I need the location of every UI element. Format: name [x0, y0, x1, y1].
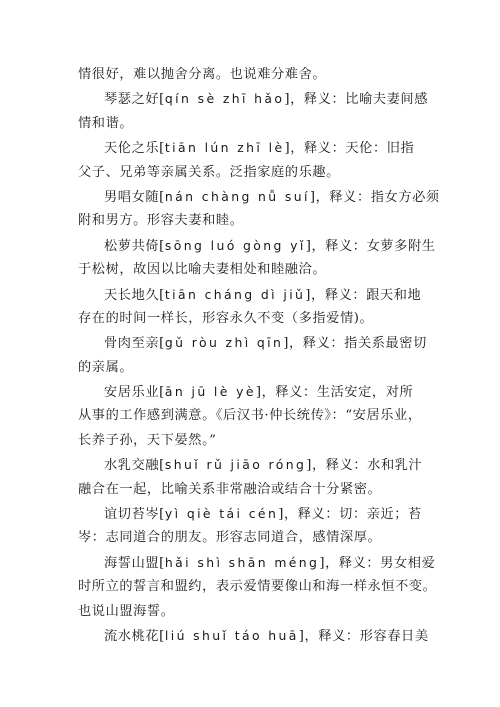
pinyin-text: hǎi shì shān méng — [164, 554, 320, 570]
idiom-entry-anju: 安居乐业[ān jū lè yè]，释义：生活安定，对所 — [104, 384, 414, 401]
idiom-entry-haishi: 海誓山盟[hǎi shì shān méng]，释义：男女相爱 — [104, 554, 436, 571]
pinyin-text: sōng luó gòng yǐ — [164, 237, 306, 253]
pinyin-text: gǔ ròu zhì qīn — [164, 335, 284, 351]
paragraph-line: 长养子孙，天下晏然。” — [78, 432, 217, 448]
pinyin-text: ān jū lè yè — [164, 384, 256, 400]
paragraph-line: 父子、兄弟等亲属关系。泛指家庭的乐趣。 — [78, 164, 340, 180]
idiom-entry-tianlun: 天伦之乐[tiān lún zhī lè]，释义：天伦：旧指 — [104, 140, 415, 157]
paragraph-line: 于松树，故因以比喻夫妻相处和睦融洽。 — [78, 262, 327, 278]
idiom-entry-gurou: 骨肉至亲[gǔ ròu zhì qīn]，释义：指关系最密切 — [104, 335, 427, 352]
idiom-entry-nanchang: 男唱女随[nán chàng nǚ suí]，释义：指女方必须 — [104, 188, 440, 205]
pinyin-text: nán chàng nǚ suí — [164, 188, 310, 204]
paragraph-line: 情很好，难以抛舍分离。也说难分难舍。 — [78, 67, 327, 82]
idiom-entry-qinse: 琴瑟之好[qín sè zhī hǎo]，释义：比喻夫妻间感 — [104, 91, 429, 108]
pinyin-text: liú shuǐ táo huā — [164, 627, 299, 643]
pinyin-text: shuǐ rǔ jiāo róng — [164, 457, 307, 473]
idiom-entry-yiqie: 谊切苔岑[yì qiè tái cén]，释义：切：亲近；苔 — [104, 506, 422, 523]
paragraph-line: 存在的时间一样长，形容永久不变（多指爱情)。 — [78, 310, 374, 326]
pinyin-text: tiān cháng dì jiǔ — [164, 286, 306, 302]
pinyin-text: qín sè zhī hǎo — [164, 91, 285, 107]
paragraph-line: 也说山盟海誓。 — [78, 603, 175, 619]
paragraph-line: 融合在一起，比喻关系非常融洽或结合十分紧密。 — [78, 481, 382, 497]
paragraph-line: 附和男方。形容夫妻和睦。 — [78, 213, 244, 229]
document-page — [78, 63, 440, 648]
paragraph-line: 情和谐。 — [78, 115, 134, 131]
paragraph-line: 时所立的誓言和盟约，表示爱情要像山和海一样永恒不变。 — [78, 579, 437, 595]
idiom-entry-tianchang: 天长地久[tiān cháng dì jiǔ]，释义：跟天和地 — [104, 286, 422, 303]
pinyin-text: tiān lún zhī lè — [164, 140, 285, 156]
paragraph-line: 从事的工作感到满意。《后汉书·仲长统传》：“安居乐业， — [78, 408, 422, 424]
pinyin-text: yì qiè tái cén — [164, 506, 279, 522]
paragraph-line: 岑：志同道合的朋友。形容志同道合，感情深厚。 — [78, 530, 382, 546]
idiom-entry-liushui: 流水桃花[liú shuǐ táo huā]，释义：形容春日美 — [104, 627, 429, 644]
paragraph-line: 的亲属。 — [78, 359, 134, 375]
idiom-entry-songluo: 松萝共倚[sōng luó gòng yǐ]，释义：女萝多附生 — [104, 237, 436, 254]
idiom-entry-shuiru: 水乳交融[shuǐ rǔ jiāo róng]，释义：水和乳汁 — [104, 457, 423, 474]
